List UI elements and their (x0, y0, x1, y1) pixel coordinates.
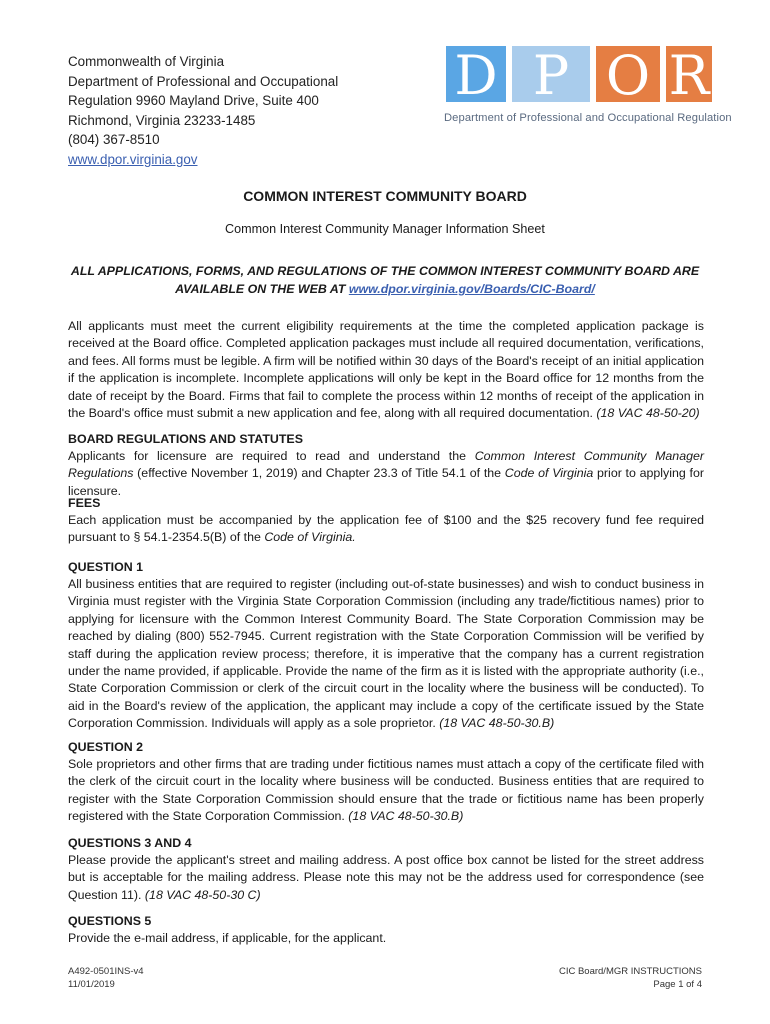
phone-number: (804) 367-8510 (68, 132, 160, 147)
questions-3-4-paragraph (68, 852, 704, 904)
document-name: CIC Board/MGR INSTRUCTIONS (558, 966, 702, 977)
dpor-logo (440, 44, 732, 130)
form-number: A492-0501INS-v4 (68, 966, 144, 977)
question-1-heading: QUESTION 1 (68, 560, 144, 574)
sheet-subtitle: Common Interest Community Manager Information Sheet (225, 222, 545, 236)
regs-text-3: prior to applying for licensure. (68, 466, 704, 498)
intro-paragraph (68, 318, 704, 422)
question-2-text: Sole proprietors and other firms that are trading under fictitious names must attach a copy of the certificate filed with the clerk of the circuit court in the locality where business will be conducted. Business entities that are required to register with the State Corporation Commission should ensure that the trade or fictitious name has been properly registered with the State Corporation Commission. (68, 757, 704, 824)
regs-text-1: Applicants for licensure are required to read and understand the (68, 449, 475, 463)
fees-heading: FEES (68, 496, 101, 510)
question-1-text: All business entities that are required to register (including out-of-state businesses) and wish to conduct business in Virginia must register with the Virginia State Corporation Commission (including any trade/fictitious names) prior to applying for licensure with the Common Interest Community Board. The State Corporation Commission may be reached by dialing (800) 552-7945. Current registration with the State Corporation Commission will be verified by staff during the application review process; therefore, it is imperative that the company has a current registration under the name provided, if applicable. Provide the name of the firm as it is listed with the appropriate authority (i.e., State Corporation Commission or clerk of the circuit court in the locality where the business will be conducted). To aid in the Board's review of the application, the applicant may include a copy of the certificate issued by the State Corporation Commission. Individuals will apply as a sole proprietor. (68, 577, 704, 731)
logo-letter-d: D (454, 44, 498, 107)
question-5-paragraph (68, 930, 704, 947)
notice-text: ALL APPLICATIONS, FORMS, AND REGULATIONS OF THE COMMON INTEREST COMMUNITY BOARD ARE AVAILABLE ON THE WEB AT (70, 264, 700, 296)
regs-text-2: (effective November 1, 2019) and Chapter 23.3 of Title 54.1 of the (133, 466, 505, 481)
regs-heading: BOARD REGULATIONS AND STATUTES (68, 432, 303, 446)
address-line-3: Regulation 9960 Mayland Drive, Suite 400 (68, 93, 319, 108)
fees-paragraph (68, 512, 704, 547)
intro-citation: (18 VAC 48-50-20) (596, 406, 700, 421)
question-5-heading: QUESTIONS 5 (68, 914, 152, 928)
question-2-citation: (18 VAC 48-50-30.B) (348, 809, 464, 824)
board-website-link[interactable]: www.dpor.virginia.gov/Boards/CIC-Board/ (348, 282, 595, 296)
logo-letter-r: R (668, 44, 710, 107)
board-title: COMMON INTEREST COMMUNITY BOARD (243, 188, 527, 204)
address-line-2: Department of Professional and Occupational (68, 73, 339, 89)
footer-left (68, 965, 144, 991)
agency-address (68, 52, 338, 169)
intro-text: All applicants must meet the current eligibility requirements at the time the completed application package is received at the Board office. Completed application packages must include all required documentation, verifications, and fees. All forms must be legible. A firm will be notified within 30 days of the Board's receipt of an initial application if the application is incomplete. Incomplete applications will only be kept in the Board office for 12 months from the date of receipt by the Board. Firms that fail to complete the process within 12 months of receipt of the application in the Board's office must submit a new application and fee, along with all required documentation. (68, 319, 704, 421)
logo-caption: Department of Professional and Occupational Regulation (444, 112, 732, 124)
regs-code-title: Code of Virginia (504, 466, 594, 481)
form-date: 11/01/2019 (68, 979, 115, 990)
regs-paragraph (68, 448, 704, 500)
regs-regulations-title: Common Interest Community Manager Regulations (68, 449, 704, 481)
website-link[interactable]: www.dpor.virginia.gov (68, 151, 198, 167)
question-1-citation: (18 VAC 48-50-30.B) (439, 716, 555, 731)
question-2-heading: QUESTION 2 (68, 740, 144, 754)
address-line-1: Commonwealth of Virginia (68, 54, 225, 69)
fees-code-title: Code of Virginia. (264, 530, 356, 545)
question-5-text: Provide the e-mail address, if applicable, for the applicant. (68, 931, 387, 945)
question-2-paragraph (68, 756, 704, 826)
questions-3-4-heading: QUESTIONS 3 AND 4 (68, 836, 192, 850)
web-notice (60, 262, 710, 298)
fees-text: Each application must be accompanied by the application fee of $100 and the $25 recovery fund fee required pursuant to § 54.1-2354.5(B) of the (68, 513, 704, 545)
address-line-4: Richmond, Virginia 23233-1485 (68, 112, 256, 128)
questions-3-4-citation: (18 VAC 48-50-30 C) (144, 887, 261, 902)
footer-right (559, 965, 702, 991)
logo-letter-p: P (532, 44, 570, 107)
logo-letter-o: O (605, 44, 651, 107)
question-1-paragraph (68, 576, 704, 733)
questions-3-4-text: Please provide the applicant's street and mailing address. A post office box cannot be listed for the street address but is acceptable for the mailing address. Please note this may not be the address used for correspondence (see Question 11). (68, 853, 704, 902)
page-number: Page 1 of 4 (653, 979, 702, 990)
